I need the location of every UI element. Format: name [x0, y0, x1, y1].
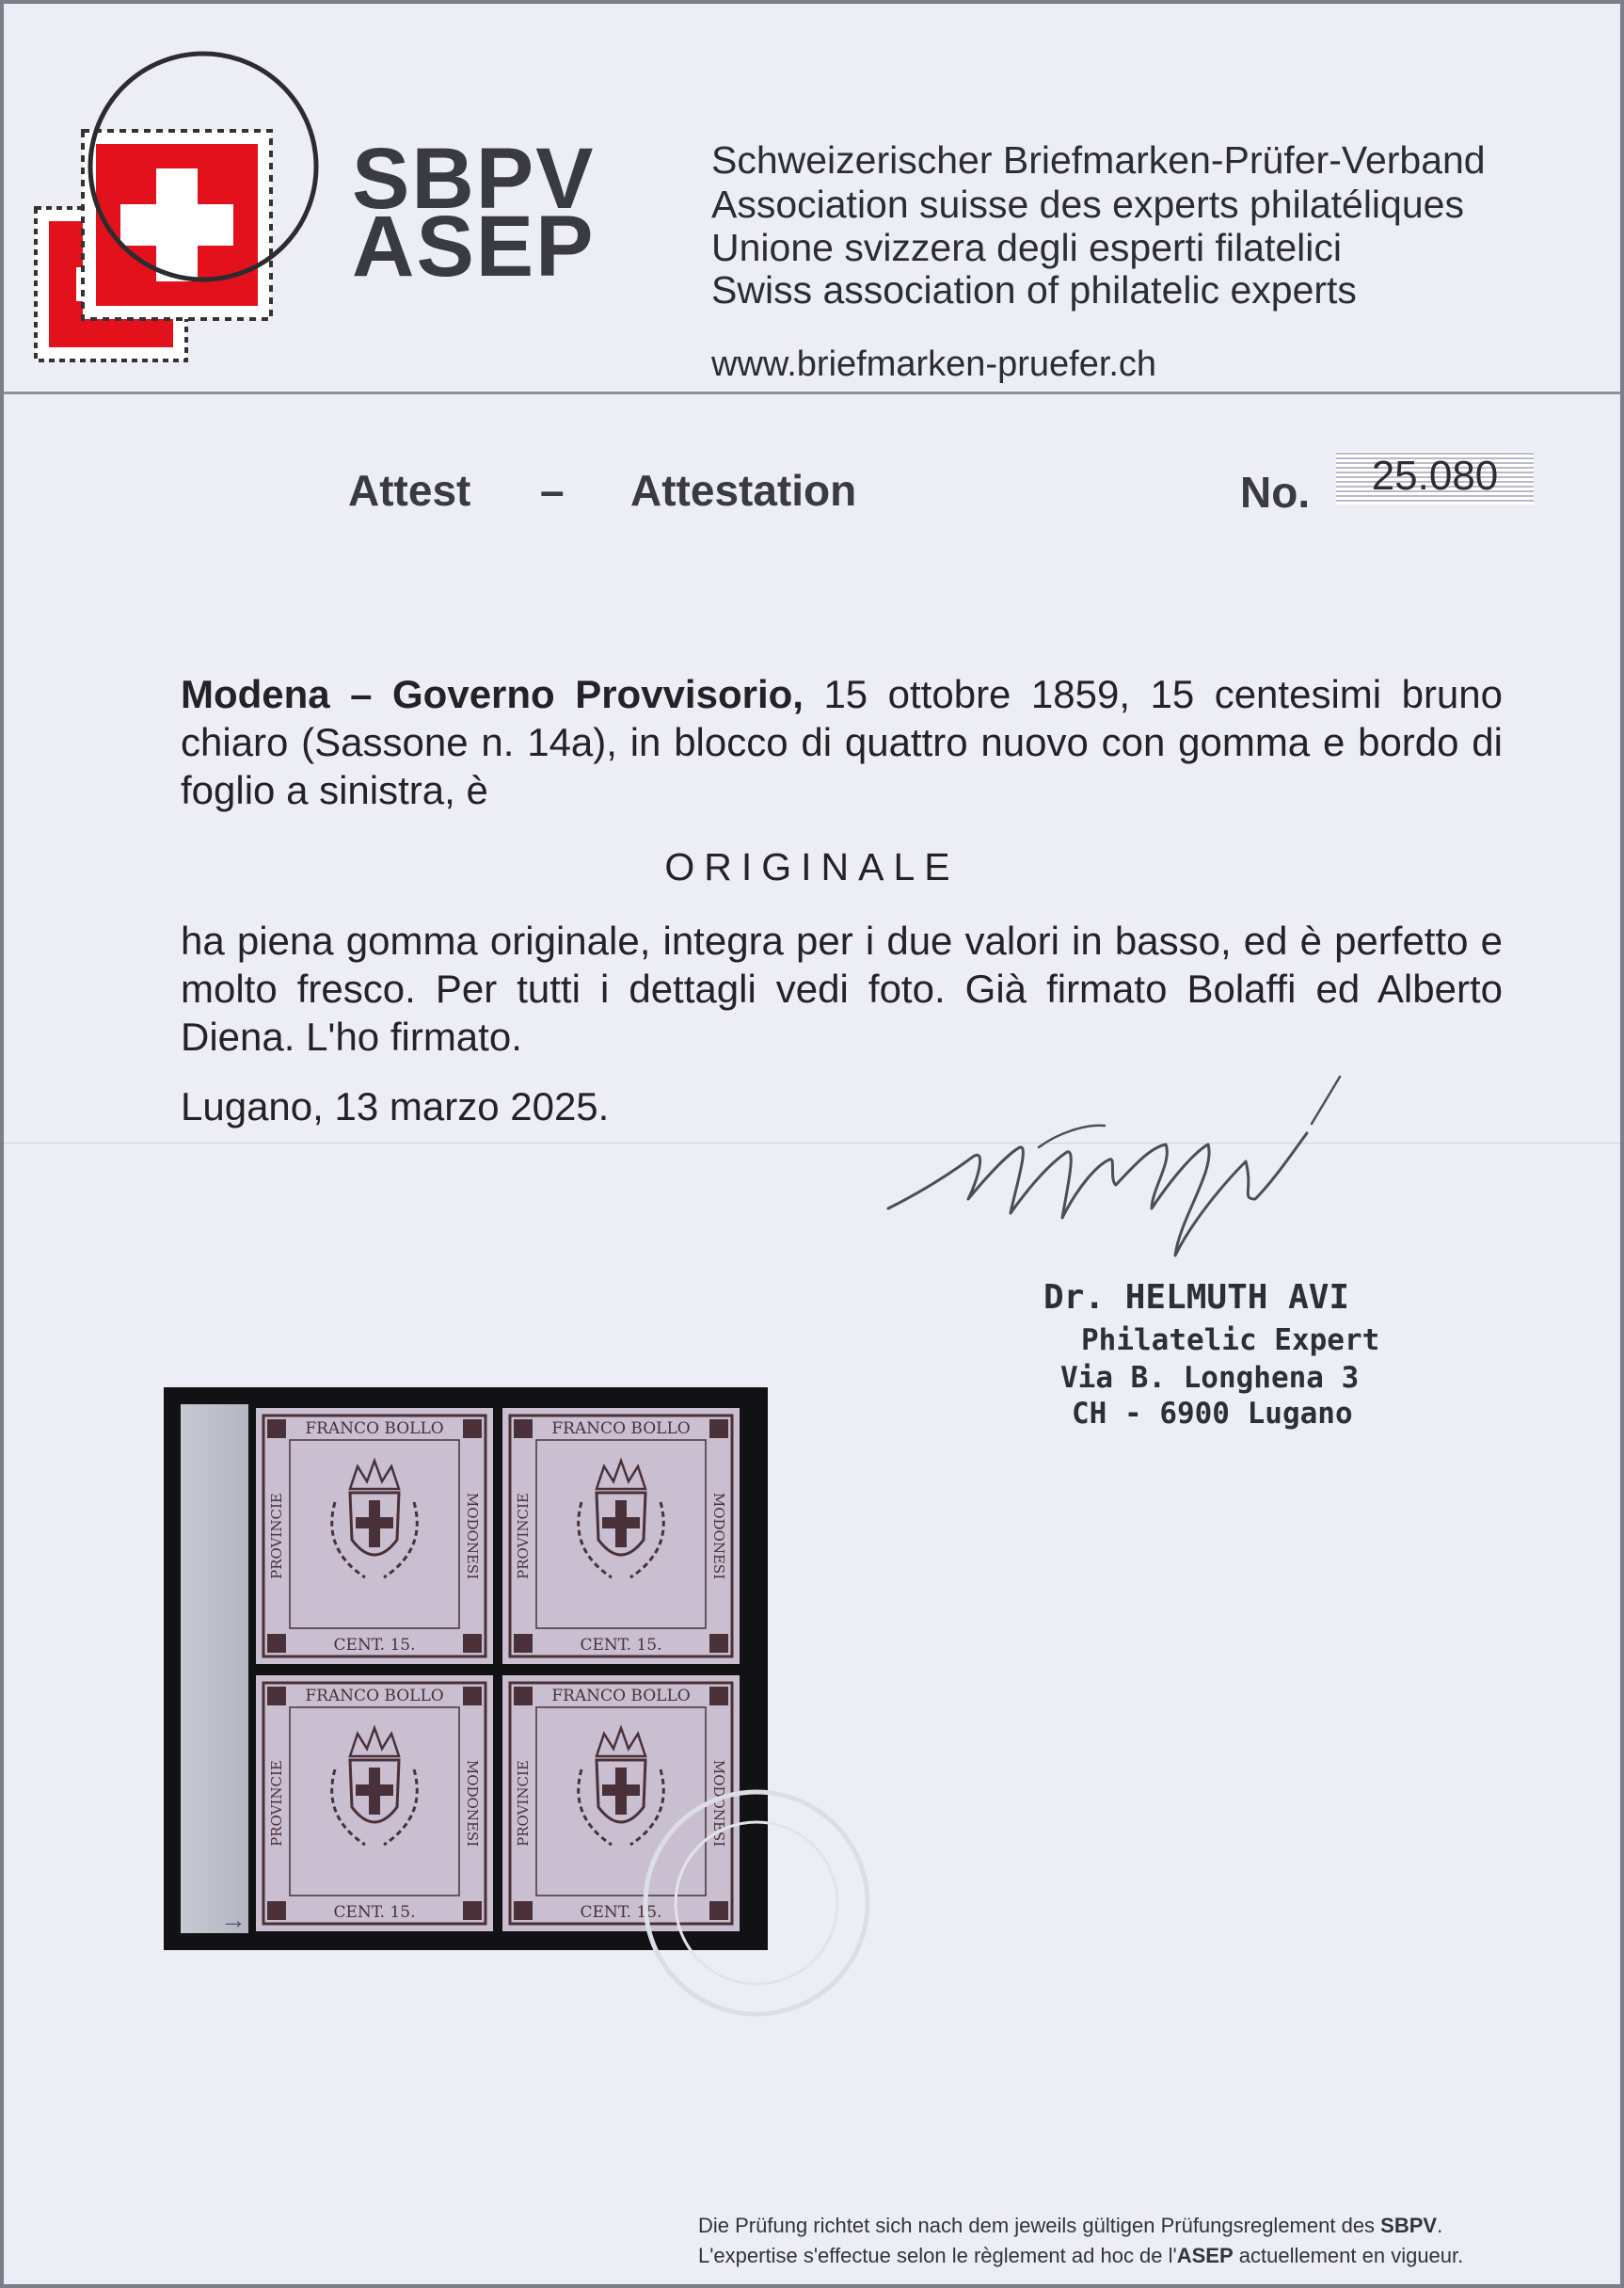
sheet-margin — [181, 1404, 248, 1933]
stamp-left-text: PROVINCIE — [515, 1493, 532, 1579]
expert-name: Dr. HELMUTH AVI — [1043, 1278, 1350, 1317]
condition-text: ha piena gomma originale, integra per i due valori in basso, ed è perfetto e molto fresco. Per tutti i dettagli vedi foto. Già firmato Bolaffi ed Alberto Diena. L'ho firmato. — [181, 919, 1503, 1059]
footer-line-fr — [698, 2244, 1463, 2268]
stamp-top-text: FRANCO BOLLO — [551, 1419, 691, 1438]
footer-line-de — [698, 2214, 1442, 2238]
org-name-it: Unione svizzera degli esperti filatelici — [711, 226, 1342, 269]
title-attest: Attest — [348, 466, 471, 515]
brand-sbpv: SBPV — [352, 131, 596, 227]
stamp-right-text: MODONESI — [710, 1759, 727, 1848]
verdict: ORIGINALE — [664, 845, 960, 888]
stamp-value-text: CENT. 15. — [333, 1903, 416, 1922]
certificate-number: 25.080 — [1336, 452, 1534, 504]
website-link[interactable]: www.briefmarken-pruefer.ch — [711, 344, 1157, 384]
expert-signature-icon — [869, 1058, 1415, 1274]
org-name-fr: Association suisse des experts philatéliques — [711, 183, 1464, 226]
footer-fr-text: L'expertise s'effectue selon le règlement ad hoc de l' — [698, 2244, 1177, 2267]
footer-de-end: . — [1437, 2214, 1443, 2237]
stamp-2 — [502, 1408, 740, 1664]
stamp-right-text: MODONESI — [464, 1759, 481, 1848]
stamp-left-text: PROVINCIE — [515, 1760, 532, 1847]
stamp-left-text: PROVINCIE — [268, 1760, 285, 1847]
footer-fr-end: actuellement en vigueur. — [1233, 2244, 1464, 2267]
stamp-top-text: FRANCO BOLLO — [551, 1687, 691, 1705]
stamp-value-text: CENT. 15. — [333, 1636, 416, 1655]
description-subject: Modena – Governo Provvisorio, — [181, 672, 804, 716]
stamp-value-text: CENT. 15. — [580, 1636, 662, 1655]
footer-de-text: Die Prüfung richtet sich nach dem jeweils gültigen Prüfungsreglement des — [698, 2214, 1381, 2237]
footer-fr-bold: ASEP — [1176, 2244, 1234, 2267]
stamp-right-text: MODONESI — [464, 1492, 481, 1580]
title-dash: – — [540, 466, 565, 515]
description-text: 15 ottobre 1859, 15 centesimi bruno chiaro (Sassone n. 14a), in blocco di quattro nuovo con gomma e bordo di foglio a sinistra, è — [181, 672, 1504, 812]
embossed-seal-icon — [625, 1771, 888, 2035]
stamp-top-text: FRANCO BOLLO — [305, 1419, 444, 1438]
number-label: No. — [1240, 468, 1311, 517]
stamp-left-text: PROVINCIE — [268, 1493, 285, 1579]
brand-asep: ASEP — [352, 199, 596, 295]
expert-city: CH - 6900 Lugano — [1072, 1397, 1353, 1431]
stamp-value-text: CENT. 15. — [580, 1903, 662, 1922]
org-name-en: Swiss association of philatelic experts — [711, 268, 1357, 312]
stamp-top-text: FRANCO BOLLO — [305, 1687, 444, 1705]
margin-arrow: → — [220, 1905, 247, 1934]
sbpv-logo-icon — [24, 37, 344, 380]
expert-title: Philatelic Expert — [1081, 1323, 1380, 1357]
footer-de-bold: SBPV — [1380, 2214, 1438, 2237]
stamp-3 — [256, 1675, 493, 1931]
place-date: Lugano, 13 marzo 2025. — [181, 1084, 610, 1128]
stamp-1 — [256, 1408, 493, 1664]
title-attestation: Attestation — [630, 466, 857, 515]
expert-street: Via B. Longhena 3 — [1060, 1361, 1360, 1395]
stamp-description — [181, 670, 1503, 814]
header-divider — [4, 392, 1620, 394]
org-name-de: Schweizerischer Briefmarken-Prüfer-Verband — [711, 138, 1486, 182]
stamp-right-text: MODONESI — [710, 1492, 727, 1580]
